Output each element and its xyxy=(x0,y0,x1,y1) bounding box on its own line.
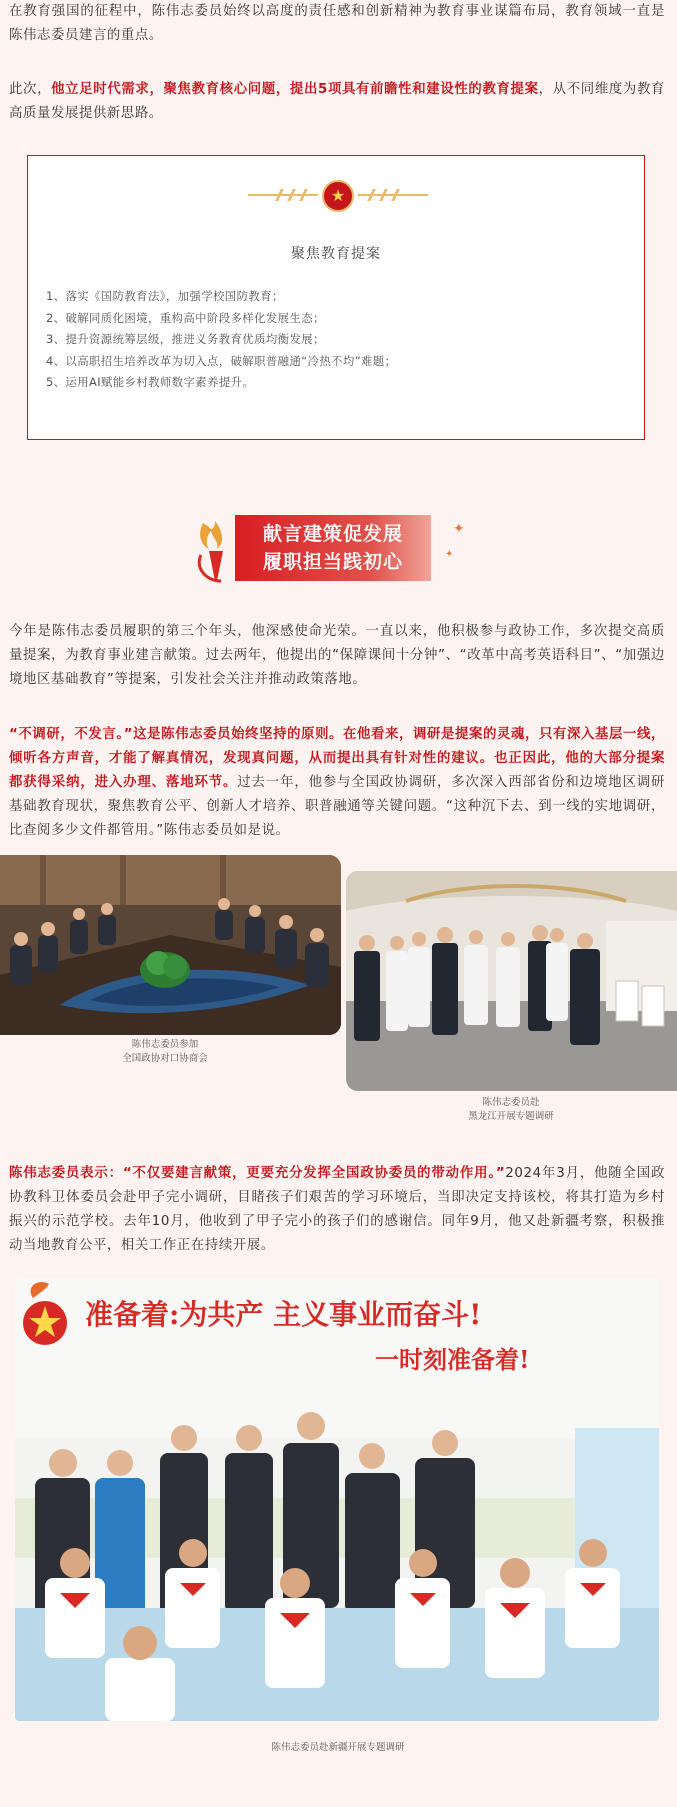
section2-paragraph-2 xyxy=(9,723,665,843)
meeting-scene-image xyxy=(0,855,341,1035)
intro-p2-pre: 此次， xyxy=(9,82,52,97)
intro-paragraph-2 xyxy=(9,78,665,126)
school-visit-image xyxy=(346,871,677,1091)
caption-line: 黑龙江开展专题调研 xyxy=(468,1111,554,1122)
visit-photo-caption xyxy=(406,1096,616,1124)
proposal-item: 3、提升资源统筹层级，推进义务教育优质均衡发展； xyxy=(46,332,325,346)
section3-paragraph xyxy=(9,1162,665,1258)
section-banner xyxy=(195,515,465,585)
section2-p2-post: 过去一年，他参与全国政协调研，多次深入西部省份和边境地区调研基础教育现状，聚焦教育公平、创新人才培养、职普融通等关键问题。“这种沉下去、到一线的实地调研，比查阅多少文件都管用。”陈伟志委员如是说。 xyxy=(9,775,665,838)
banner-line-1: 献言建策促发展 xyxy=(262,523,403,545)
section2-paragraph-1: 今年是陈伟志委员履职的第三个年头，他深感使命光荣。一直以来，他积极参与政协工作，多次提交高质量提案，为教育事业建言献策。过去两年，他提出的“保障课间十分钟”、“改革中高考英语科目”、“加强边境地区基础教育”等提案，引发社会关注并推动政策落地。 xyxy=(9,624,665,687)
sparkle-icon: ✦ xyxy=(453,521,465,537)
proposal-item: 4、以高职招生培养改革为切入点，破解职普融通“冷热不均”难题； xyxy=(46,353,397,368)
left-wing-ornament xyxy=(248,194,318,196)
torch-icon xyxy=(195,515,235,585)
meeting-photo xyxy=(0,855,341,1035)
cppcc-emblem-icon: ★ xyxy=(322,180,354,212)
proposal-box xyxy=(27,155,645,440)
proposal-item: 5、运用AI赋能乡村教师数字素养提升。 xyxy=(46,375,255,389)
classroom-photo-caption: 陈伟志委员赴新疆开展专题调研 xyxy=(271,1742,405,1753)
sparkle-icon: ✦ xyxy=(445,549,454,560)
classroom-photo xyxy=(15,1278,659,1721)
emblem-row xyxy=(28,180,644,214)
banner-title-box xyxy=(235,515,431,581)
wall-slogan-line-2: 一时刻准备着! xyxy=(375,1345,530,1374)
proposal-item: 1、落实《国防教育法》，加强学校国防教育； xyxy=(46,289,284,303)
right-wing-ornament xyxy=(358,194,428,196)
intro-p2-post: ，从不同维度为教育高质量发展提供新思路。 xyxy=(9,82,665,121)
caption-line: 全国政协对口协商会 xyxy=(122,1053,208,1064)
intro-p2-highlight: 他立足时代需求，聚焦教育核心问题，提出5项具有前瞻性和建设性的教育提案 xyxy=(51,82,539,97)
proposal-list xyxy=(46,286,396,394)
section3-post: 2024年3月，他随全国政协教科卫体委员会赴甲子完小调研，目睹孩子们艰苦的学习环境后，当即决定支持该校，将其打造为乡村振兴的示范学校。去年10月，他收到了甲子完小的孩子们的感谢信。同年9月，他又赴新疆考察，积极推动当地教育公平，相关工作正在持续开展。 xyxy=(9,1166,665,1253)
section3-highlight: 陈伟志委员表示：“不仅要建言献策，更要充分发挥全国政协委员的带动作用。” xyxy=(9,1166,506,1181)
banner-line-2: 履职担当践初心 xyxy=(262,551,403,573)
xinjiang-classroom-image xyxy=(15,1278,659,1721)
proposal-box-title: 聚焦教育提案 xyxy=(291,246,381,262)
visit-photo xyxy=(346,871,677,1091)
caption-line: 陈伟志委员参加 xyxy=(131,1039,199,1050)
proposal-item: 2、破解同质化困境，重构高中阶段多样化发展生态； xyxy=(46,310,325,325)
wall-slogan-line-1: 准备着:为共产 主义事业而奋斗! xyxy=(85,1298,482,1331)
section2-highlight: “不调研，不发言。”这是陈伟志委员始终坚持的原则。在他看来，调研是提案的灵魂，只有深入基层一线，倾听各方声音，才能了解真情况，发现真问题，从而提出具有针对性的建议。也正因此，他的大部分提案都获得采纳，进入办理、落地环节。 xyxy=(9,727,665,790)
intro-paragraph-1: 在教育强国的征程中，陈伟志委员始终以高度的责任感和创新精神为教育事业谋篇布局，教育领域一直是陈伟志委员建言的重点。 xyxy=(9,4,665,43)
caption-line: 陈伟志委员赴 xyxy=(482,1097,540,1108)
meeting-photo-caption xyxy=(60,1038,270,1066)
